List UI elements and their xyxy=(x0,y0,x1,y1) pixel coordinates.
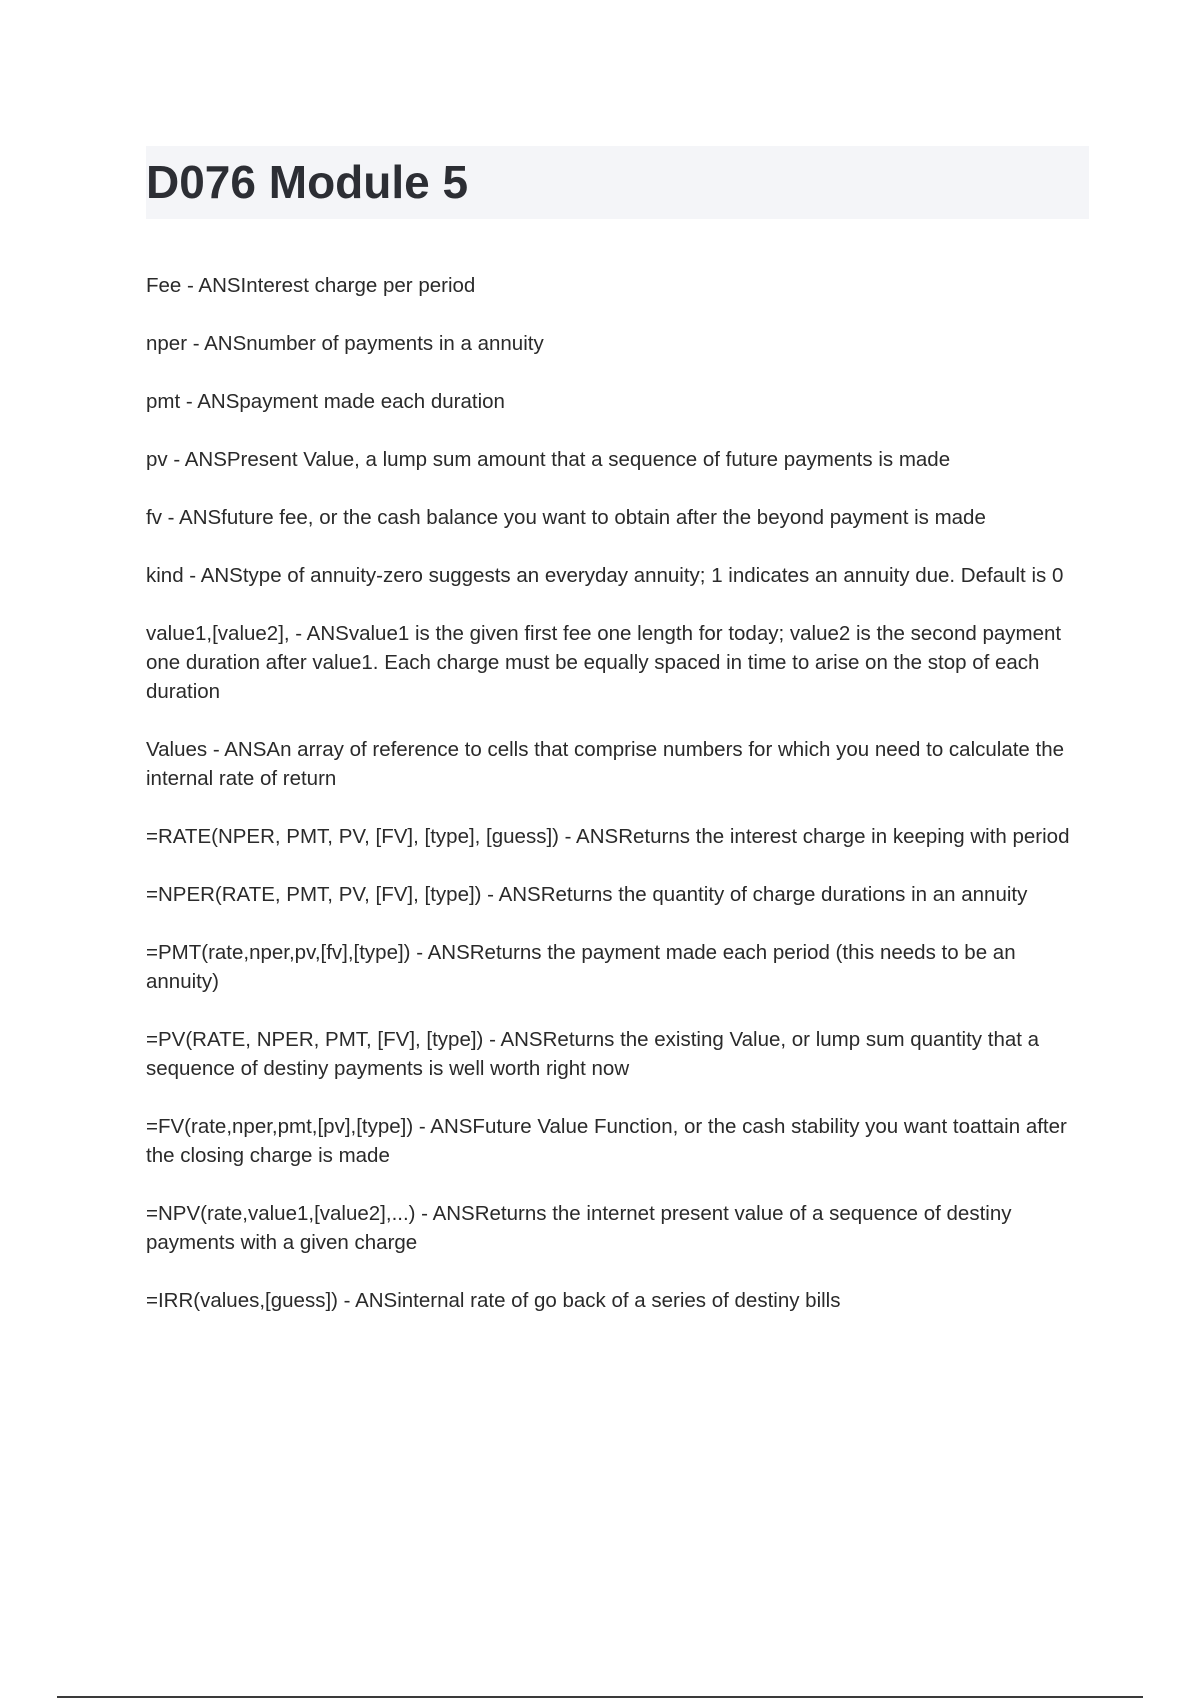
title-band xyxy=(146,146,1089,219)
entry-pmt-function: =PMT(rate,nper,pv,[fv],[type]) - ANSReturns the payment made each period (this needs to be an annuity) xyxy=(146,941,1016,993)
entry-value1: value1,[value2], - ANSvalue1 is the given first fee one length for today; value2 is the second payment one duration after value1. Each charge must be equally spaced in time to arise on the stop of each duration xyxy=(146,622,1062,703)
entry-fv-function: =FV(rate,nper,pmt,[pv],[type]) - ANSFuture Value Function, or the cash stability you want toattain after the closing charge is made xyxy=(146,1115,1067,1167)
footer-divider xyxy=(57,1696,1143,1698)
entry-nper-function: =NPER(RATE, PMT, PV, [FV], [type]) - ANSReturns the quantity of charge durations in an annuity xyxy=(146,883,1028,906)
entry-kind: kind - ANStype of annuity-zero suggests an everyday annuity; 1 indicates an annuity due. Default is 0 xyxy=(146,564,1064,587)
entry-npv-function: =NPV(rate,value1,[value2],...) - ANSReturns the internet present value of a sequence of destiny payments with a given charge xyxy=(146,1202,1012,1254)
entry-pv-function: =PV(RATE, NPER, PMT, [FV], [type]) - ANSReturns the existing Value, or lump sum quantity that a sequence of destiny payments is well worth right now xyxy=(146,1028,1040,1080)
entry-fee: Fee - ANSInterest charge per period xyxy=(146,274,476,297)
entry-pmt: pmt - ANSpayment made each duration xyxy=(146,390,505,413)
entry-rate-function: =RATE(NPER, PMT, PV, [FV], [type], [guess]) - ANSReturns the interest charge in keeping with period xyxy=(146,825,1070,848)
page-title: D076 Module 5 xyxy=(146,156,469,208)
entry-nper: nper - ANSnumber of payments in a annuity xyxy=(146,332,544,355)
entry-list xyxy=(146,271,1089,1344)
entry-values: Values - ANSAn array of reference to cells that comprise numbers for which you need to calculate the internal rate of return xyxy=(146,738,1065,790)
entry-irr-function: =IRR(values,[guess]) - ANSinternal rate of go back of a series of destiny bills xyxy=(146,1289,841,1312)
entry-pv: pv - ANSPresent Value, a lump sum amount that a sequence of future payments is made xyxy=(146,448,951,471)
entry-fv: fv - ANSfuture fee, or the cash balance you want to obtain after the beyond payment is made xyxy=(146,506,986,529)
